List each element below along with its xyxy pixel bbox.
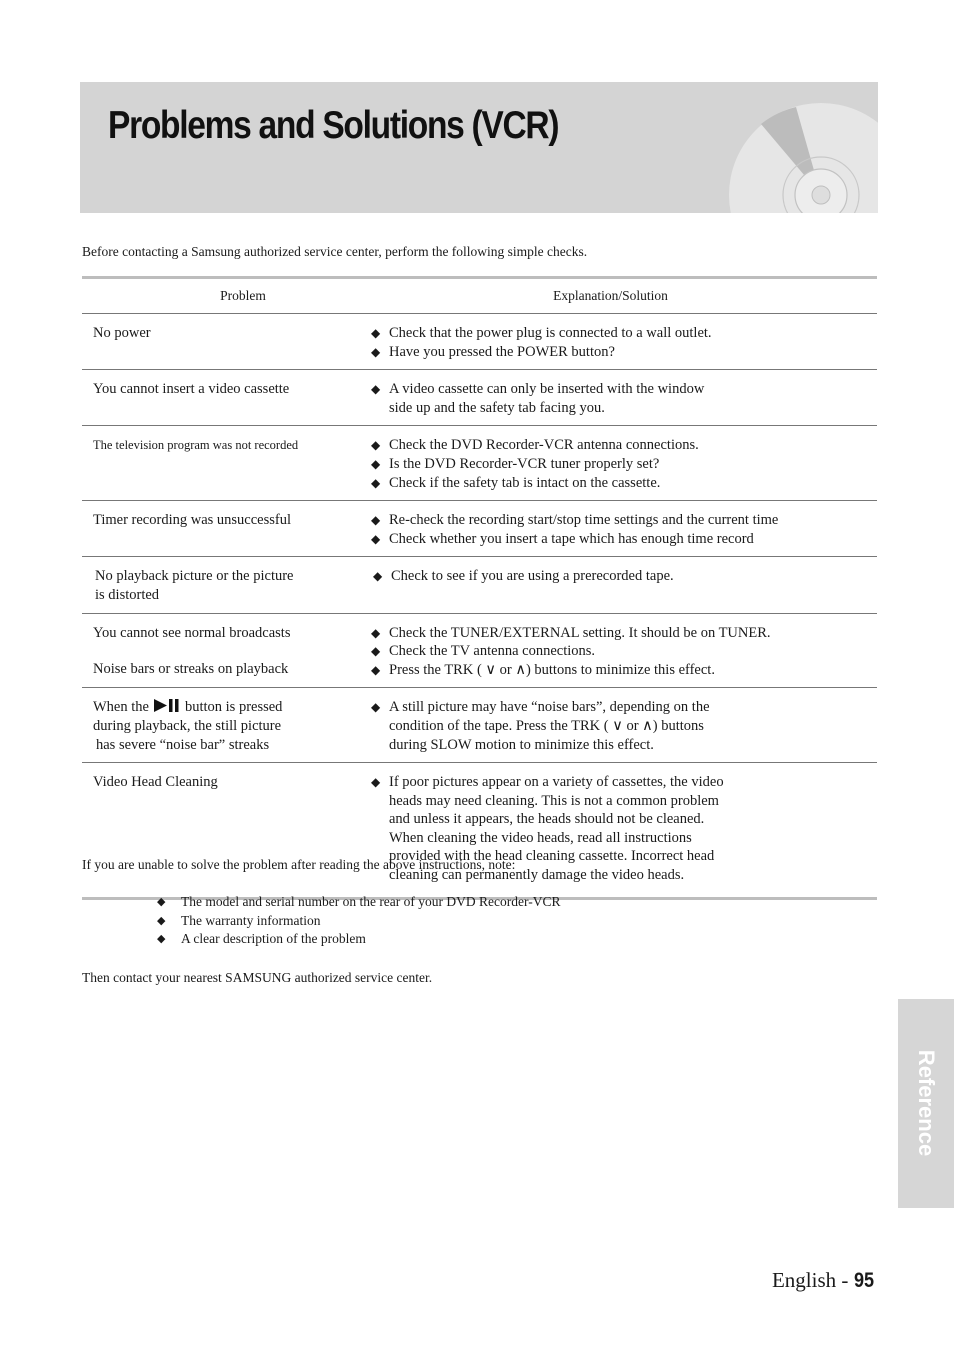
list-item: ◆ The model and serial number on the rear of your DVD Recorder-VCR: [157, 893, 560, 912]
solution-item: ◆ Check the TUNER/EXTERNAL setting. It should be on TUNER.: [371, 624, 771, 641]
solution-item: ◆ Have you pressed the POWER button?: [371, 343, 615, 360]
header-problem: Problem: [220, 288, 266, 303]
side-tab-reference: [898, 999, 954, 1208]
title-banner: [80, 82, 878, 213]
list-item: ◆ The warranty information: [157, 912, 560, 931]
note-lead: If you are unable to solve the problem after reading the above instructions, note:: [82, 857, 516, 872]
bullet-icon: ◆: [371, 382, 381, 397]
page-number: 95: [853, 1269, 874, 1292]
bullet-icon: ◆: [371, 326, 381, 340]
solution-item: ◆ If poor pictures appear on a variety of cassettes, the video heads may need cleaning. This is not a common problem and unless it appears, the heads should not be cleaned. When cleaning the video heads, read all instructions provided with the head cleaning cassette. Incorrect head cleaning can permanently damage the video heads.: [371, 774, 724, 884]
solution-item: ◆ Check that the power plug is connected to a wall outlet.: [371, 325, 712, 341]
solution-item: ◆ Check if the safety tab is intact on the cassette.: [371, 474, 661, 491]
table-row: [82, 557, 877, 613]
bullet-icon: ◆: [157, 914, 166, 927]
problem-cell: You cannot see normal broadcasts Noise bars or streaks on playback: [93, 624, 291, 678]
solution-cell: [363, 507, 877, 548]
problem-cell: The television program was not recorded: [93, 438, 299, 453]
solution-item: ◆ Is the DVD Recorder-VCR tuner properly set?: [371, 455, 660, 472]
bullet-icon: ◆: [371, 662, 381, 677]
play-pause-icon: [153, 699, 181, 712]
bullet-icon: ◆: [371, 475, 381, 490]
bullet-icon: ◆: [373, 569, 383, 584]
problem-cell: Timer recording was unsuccessful: [93, 512, 291, 529]
solution-cell: [363, 320, 877, 361]
page-footer: [772, 1268, 877, 1293]
problem-cell: No playback picture or the picture is distorted: [95, 568, 294, 603]
contact-text: Then contact your nearest SAMSUNG authorized service center.: [82, 970, 433, 985]
table-row: [82, 370, 877, 426]
intro-text: Before contacting a Samsung authorized service center, perform the following simple checks.: [82, 244, 588, 259]
table-header: [82, 279, 877, 314]
header-solution: Explanation/Solution: [553, 288, 668, 303]
table-row: [82, 763, 877, 897]
solution-item: ◆ A video cassette can only be inserted with the window side up and the safety tab facing you.: [371, 381, 705, 416]
solution-cell: [363, 432, 877, 492]
page-title: Problems and Solutions (VCR): [108, 104, 559, 147]
table-row: [82, 314, 877, 370]
bullet-icon: ◆: [371, 438, 381, 453]
solution-item: ◆ A still picture may have “noise bars”, depending on the condition of the tape. Press the TRK ( ∨ or ∧) buttons during SLOW motion to minimize this effect.: [371, 699, 710, 753]
solution-item: ◆ Press the TRK ( ∨ or ∧) buttons to minimize this effect.: [371, 661, 715, 678]
bullet-icon: ◆: [371, 625, 381, 640]
problem-cell: Video Head Cleaning: [93, 774, 218, 791]
solution-item: ◆ Check whether you insert a tape which has enough time record: [371, 530, 754, 547]
solution-item: ◆ Check to see if you are using a prerecorded tape.: [373, 568, 674, 585]
solution-cell: [363, 694, 877, 754]
footer-language: English -: [771, 1268, 849, 1292]
solution-cell: [363, 376, 877, 417]
table-row: [82, 426, 877, 501]
bullet-icon: ◆: [371, 644, 381, 659]
list-item: ◆ A clear description of the problem: [157, 930, 560, 949]
troubleshooting-table: [82, 276, 877, 900]
table-row: [82, 688, 877, 763]
bullet-icon: ◆: [371, 344, 381, 359]
table-row: [82, 501, 877, 557]
bullet-icon: ◆: [157, 933, 166, 946]
problem-cell: You cannot insert a video cassette: [93, 381, 290, 398]
table-row: [82, 614, 877, 689]
bullet-icon: ◆: [371, 700, 381, 715]
bullet-icon: ◆: [371, 456, 381, 471]
check-list: [157, 893, 560, 949]
solution-cell: [363, 620, 877, 680]
side-tab-label: Reference: [914, 1049, 939, 1157]
disc-icon: [726, 100, 878, 213]
solution-item: ◆ Re-check the recording start/stop time settings and the current time: [371, 512, 779, 529]
bullet-icon: ◆: [371, 775, 381, 790]
solution-item: ◆ Check the TV antenna connections.: [371, 643, 596, 660]
problem-cell: When the button is pressed during playback, the still picture has severe “noise bar” streaks: [93, 699, 283, 753]
solution-cell: [365, 563, 877, 604]
bullet-icon: ◆: [371, 513, 381, 528]
bullet-icon: ◆: [157, 896, 166, 908]
bullet-icon: ◆: [371, 531, 381, 546]
solution-item: ◆ Check the DVD Recorder-VCR antenna connections.: [371, 437, 699, 454]
problem-cell: No power: [93, 325, 151, 341]
